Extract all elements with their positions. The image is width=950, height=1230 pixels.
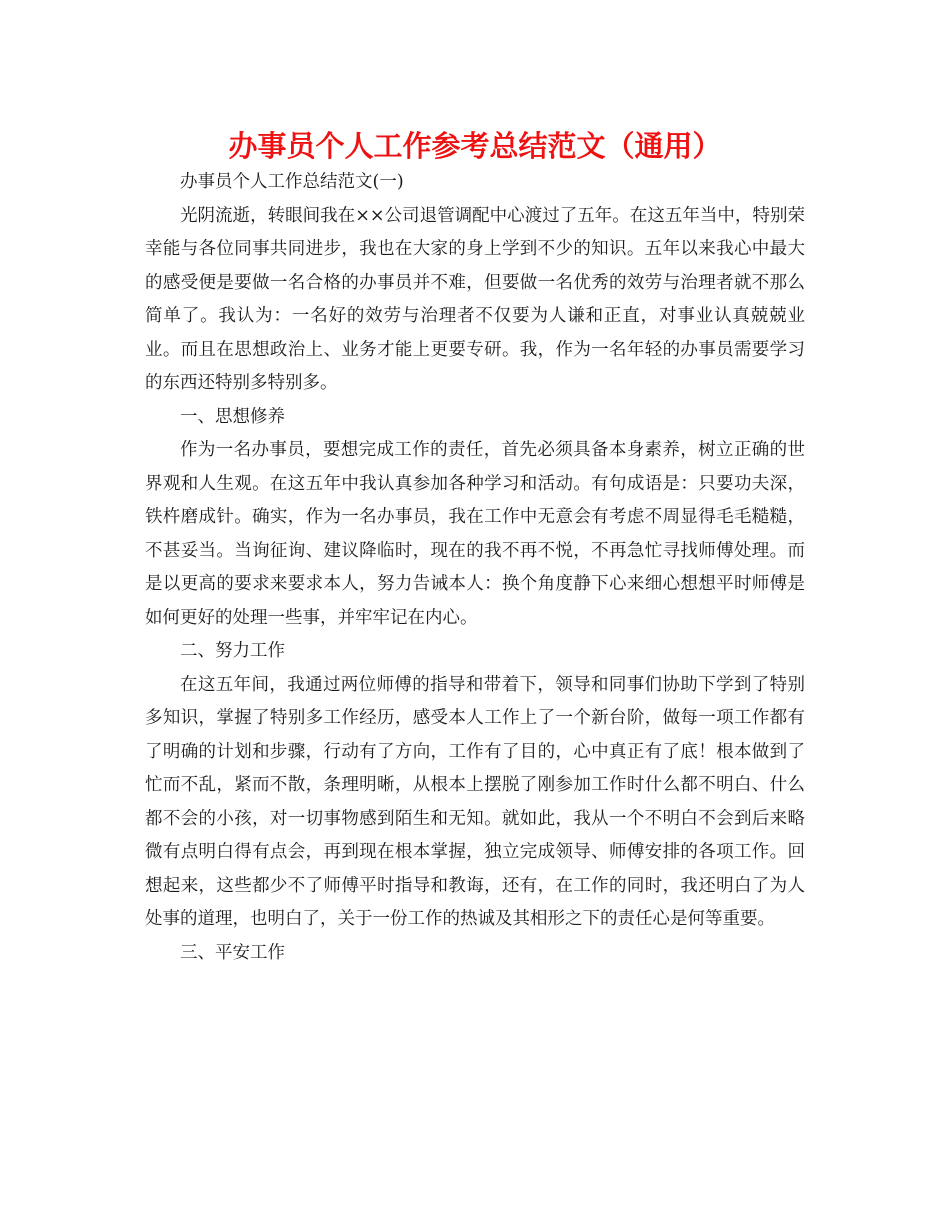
paragraph-intro: 光阴流逝，转眼间我在××公司退管调配中心渡过了五年。在这五年当中，特别荣幸能与各位同事共同进步，我也在大家的身上学到不少的知识。五年以来我心中最大的感受便是要做一名合格的办事员并不难，但要做一名优秀的效劳与治理者就不那么简单了。我认为：一名好的效劳与治理者不仅要为人谦和正直，对事业认真兢兢业业。而且在思想政治上、业务才能上更要专研。我，作为一名年轻的办事员需要学习的东西还特别多特别多。 bbox=[145, 205, 805, 393]
section-subtitle: 办事员个人工作总结范文(一) bbox=[180, 172, 404, 192]
paragraph-work: 在这五年间，我通过两位师傅的指导和带着下，领导和同事们协助下学到了特别多知识，掌握了特别多工作经历，感受本人工作上了一个新台阶，做每一项工作都有了明确的计划和步骤，行动有了方向，工作有了目的，心中真正有了底！根本做到了忙而不乱，紧而不散，条理明晰，从根本上摆脱了刚参加工作时什么都不明白、什么都不会的小孩，对一切事物感到陌生和无知。就如此，我从一个不明白不会到后来略微有点明白得有点会，再到现在根本掌握，独立完成领导、师傅安排的各项工作。回想起来，这些都少不了师傅平时指导和教诲，还有，在工作的同时，我还明白了为人处事的道理，也明白了，关于一份工作的热诚及其相形之下的责任心是何等重要。 bbox=[145, 674, 805, 929]
document-title: 办事员个人工作参考总结范文（通用） bbox=[228, 129, 722, 163]
document-body bbox=[145, 166, 805, 970]
paragraph-thought: 作为一名办事员，要想完成工作的责任，首先必须具备本身素养，树立正确的世界观和人生观。在这五年中我认真参加各种学习和活动。有句成语是：只要功夫深，铁杵磨成针。确实，作为一名办事员，我在工作中无意会有考虑不周显得毛毛糙糙，不甚妥当。当询征询、建议降临时，现在的我不再不悦，不再急忙寻找师傅处理。而是以更高的要求来要求本人，努力告诫本人：换个角度静下心来细心想想平时师傅是如何更好的处理一些事，并牢牢记在内心。 bbox=[145, 440, 805, 628]
section-heading-work: 二、努力工作 bbox=[180, 641, 285, 661]
section-heading-thought: 一、思想修养 bbox=[180, 406, 285, 427]
section-heading-safety: 三、平安工作 bbox=[180, 942, 285, 963]
